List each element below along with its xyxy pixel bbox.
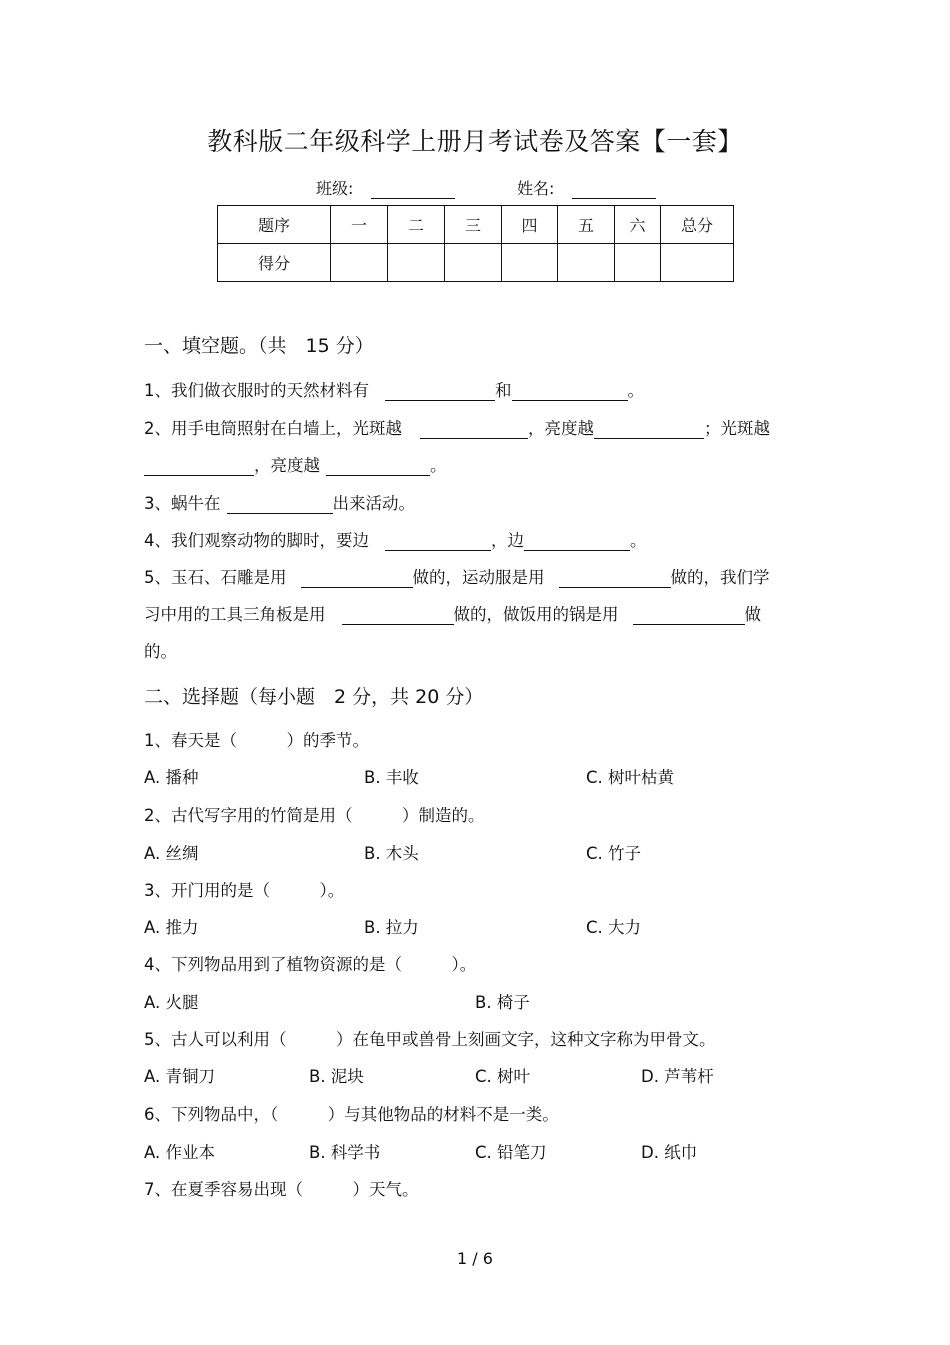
- answer-blank[interactable]: [342, 607, 454, 625]
- option-b[interactable]: B. 木头: [364, 844, 419, 863]
- question-text: 5、玉石、石雕是用: [144, 568, 287, 587]
- answer-blank[interactable]: [326, 458, 430, 476]
- score-table-header-row: [218, 206, 734, 244]
- option-b[interactable]: B. 科学书: [309, 1143, 381, 1162]
- option-a[interactable]: A. 推力: [144, 918, 199, 937]
- question-text: 2、用手电筒照射在白墙上，光斑越: [144, 419, 402, 438]
- score-table-score-row: [218, 244, 734, 282]
- option-d[interactable]: D. 纸巾: [641, 1143, 698, 1162]
- mc-question-2: 2、古代写字用的竹简是用（ ）制造的。: [144, 806, 485, 825]
- question-5-end: 的。: [144, 642, 177, 661]
- answer-blank[interactable]: [559, 570, 671, 588]
- question-text: 4、我们观察动物的脚时，要边: [144, 531, 369, 550]
- answer-blank[interactable]: [385, 533, 491, 551]
- score-cell[interactable]: [558, 244, 615, 282]
- option-b[interactable]: B. 丰收: [364, 768, 419, 787]
- mc-question-4: 4、下列物品用到了植物资源的是（ ）。: [144, 955, 477, 974]
- option-c[interactable]: C. 竹子: [586, 844, 642, 863]
- option-a[interactable]: A. 火腿: [144, 993, 199, 1012]
- score-cell[interactable]: [445, 244, 502, 282]
- page-number: 1 / 6: [457, 1249, 493, 1268]
- name-label: 姓名:: [517, 179, 555, 198]
- question-text: 做的，运动服是用: [412, 568, 545, 587]
- question-4: [144, 527, 647, 551]
- option-b[interactable]: B. 椅子: [475, 993, 530, 1012]
- answer-blank[interactable]: [594, 421, 704, 439]
- mc-question-6: 6、下列物品中，（ ）与其他物品的材料不是一类。: [144, 1105, 559, 1124]
- question-text: 出来活动。: [332, 494, 415, 513]
- question-2: [144, 415, 770, 439]
- option-c[interactable]: C. 大力: [586, 918, 642, 937]
- question-1: [144, 377, 644, 401]
- header-cell: 三: [445, 206, 502, 244]
- score-cell[interactable]: [388, 244, 445, 282]
- question-text: 1、我们做衣服时的天然材料有: [144, 381, 369, 400]
- question-text: 做的，做饭用的锅是用: [453, 605, 619, 624]
- question-text: 。: [630, 531, 647, 550]
- header-cell: 一: [331, 206, 388, 244]
- mc-question-7: 7、在夏季容易出现（ ）天气。: [144, 1180, 419, 1199]
- question-text: 3、蜗牛在: [144, 494, 221, 513]
- score-cell[interactable]: [331, 244, 388, 282]
- section-heading-multiple-choice: 二、选择题（每小题 2 分，共 20 分）: [144, 686, 484, 708]
- class-blank[interactable]: [371, 182, 455, 199]
- question-text: 。: [627, 381, 644, 400]
- question-text: ，亮度越: [528, 419, 594, 438]
- option-b[interactable]: B. 泥块: [309, 1067, 364, 1086]
- score-cell[interactable]: [615, 244, 661, 282]
- question-text: 和: [495, 381, 512, 400]
- option-d[interactable]: D. 芦苇杆: [641, 1067, 714, 1086]
- name-blank[interactable]: [572, 182, 656, 199]
- answer-blank[interactable]: [524, 533, 630, 551]
- question-5: [144, 564, 770, 588]
- header-cell: 五: [558, 206, 615, 244]
- question-text: ，亮度越: [254, 456, 320, 475]
- question-text: 。: [430, 456, 447, 475]
- question-text: ，边: [491, 531, 524, 550]
- option-a[interactable]: A. 丝绸: [144, 844, 199, 863]
- page-title: 教科版二年级科学上册月考试卷及答案【一套】: [207, 127, 743, 156]
- header-cell: 题序: [218, 206, 331, 244]
- answer-blank[interactable]: [420, 421, 528, 439]
- class-label: 班级:: [316, 179, 354, 198]
- mc-question-1: 1、春天是（ ）的季节。: [144, 731, 369, 750]
- score-table: [217, 205, 734, 282]
- question-3: [144, 490, 415, 514]
- answer-blank[interactable]: [385, 383, 495, 401]
- option-b[interactable]: B. 拉力: [364, 918, 419, 937]
- question-text: ；光斑越: [704, 419, 770, 438]
- answer-blank[interactable]: [512, 383, 628, 401]
- class-field: [316, 176, 455, 199]
- header-cell: 总分: [661, 206, 734, 244]
- option-a[interactable]: A. 播种: [144, 768, 199, 787]
- question-5-continued: [144, 601, 761, 625]
- score-cell[interactable]: [502, 244, 558, 282]
- option-c[interactable]: C. 铅笔刀: [475, 1143, 547, 1162]
- name-field: [517, 176, 656, 199]
- question-text: 做: [744, 605, 761, 624]
- answer-blank[interactable]: [227, 496, 333, 514]
- option-a[interactable]: A. 作业本: [144, 1143, 215, 1162]
- row-label-cell: 得分: [218, 244, 331, 282]
- answer-blank[interactable]: [301, 570, 413, 588]
- section-heading-fill-in: 一、填空题。（共 15 分）: [144, 335, 374, 357]
- score-cell[interactable]: [661, 244, 734, 282]
- header-cell: 四: [502, 206, 558, 244]
- mc-question-3: 3、开门用的是（ ）。: [144, 881, 345, 900]
- option-c[interactable]: C. 树叶: [475, 1067, 531, 1086]
- header-cell: 二: [388, 206, 445, 244]
- mc-question-5: 5、古人可以利用（ ）在龟甲或兽骨上刻画文字，这种文字称为甲骨文。: [144, 1030, 716, 1049]
- question-2-continued: [144, 452, 447, 476]
- question-text: 做的，我们学: [670, 568, 770, 587]
- answer-blank[interactable]: [144, 458, 254, 476]
- option-a[interactable]: A. 青铜刀: [144, 1067, 215, 1086]
- answer-blank[interactable]: [633, 607, 745, 625]
- header-cell: 六: [615, 206, 661, 244]
- question-text: 习中用的工具三角板是用: [144, 605, 326, 624]
- option-c[interactable]: C. 树叶枯黄: [586, 768, 675, 787]
